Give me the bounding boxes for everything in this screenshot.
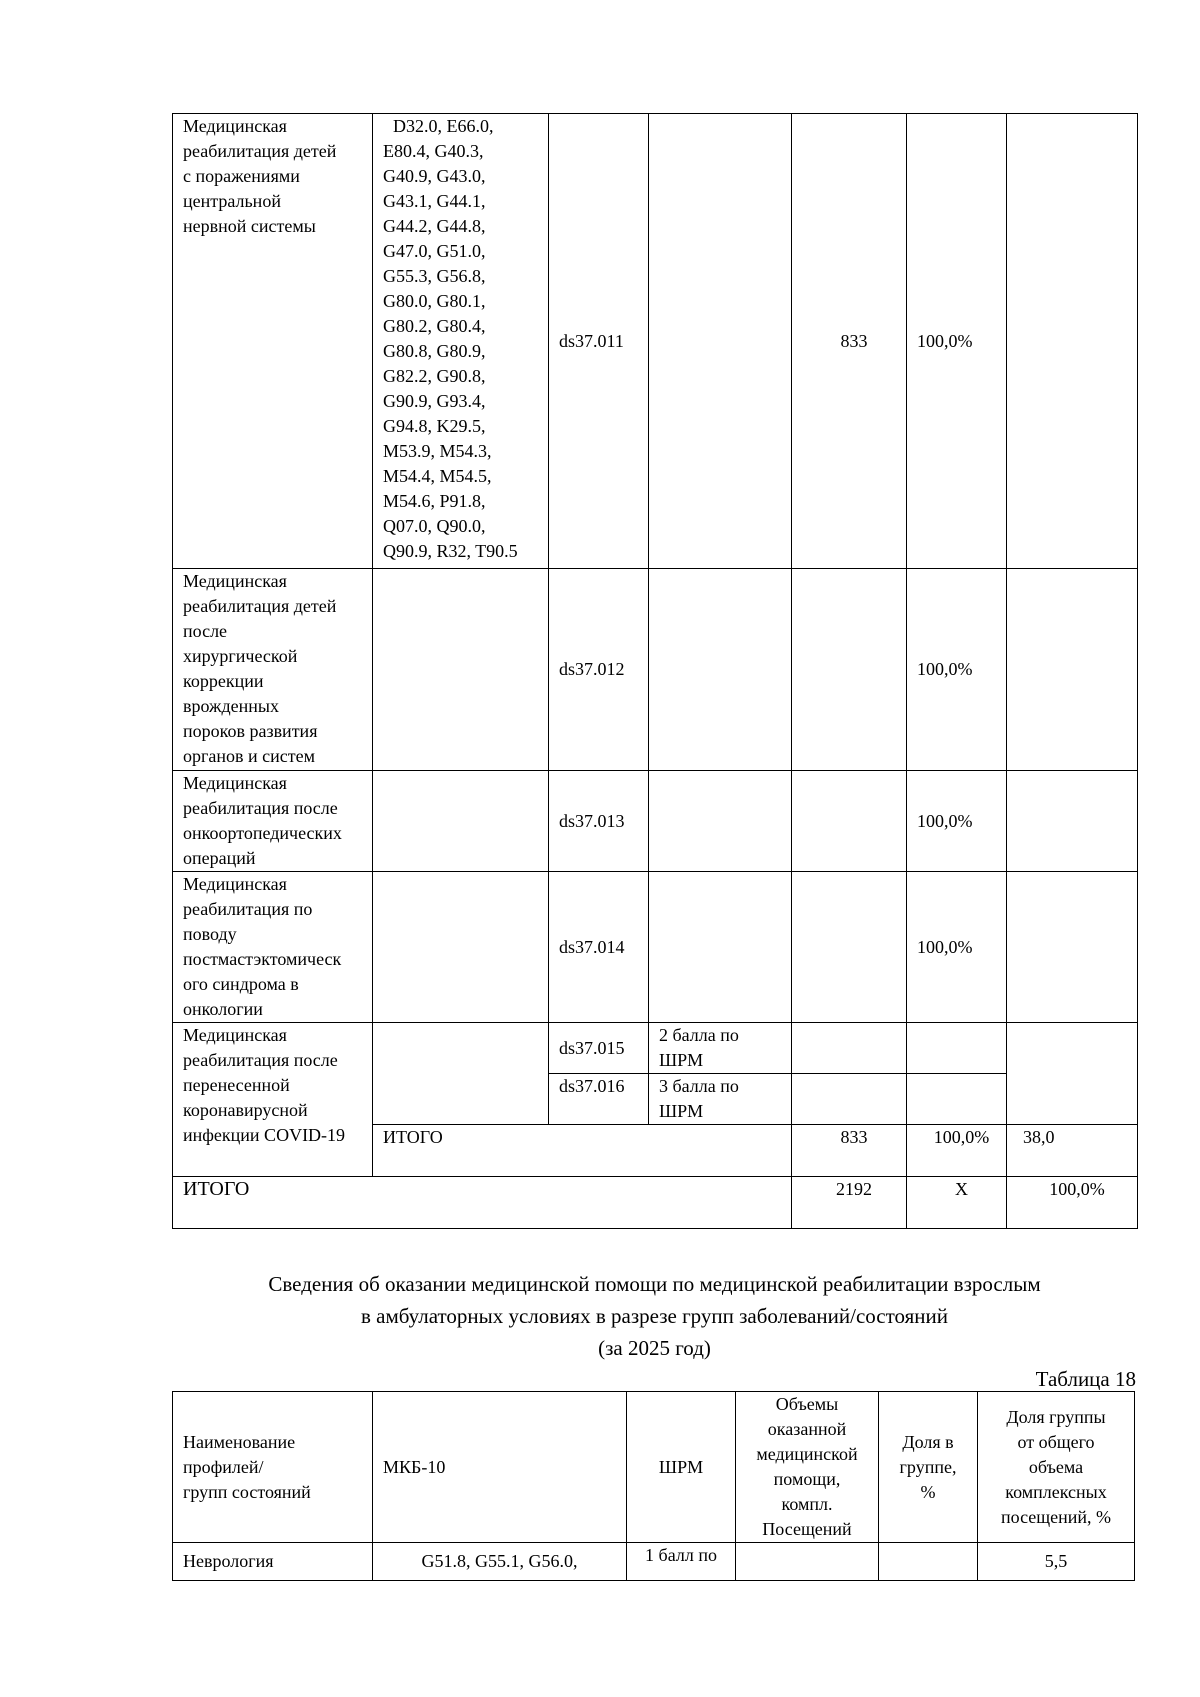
volume-cell xyxy=(792,872,907,1023)
group-share-cell xyxy=(1007,1023,1138,1125)
profile-name-cell: Неврология xyxy=(173,1543,373,1581)
icd-codes-cell: G51.8, G55.1, G56.0, xyxy=(373,1543,627,1581)
icd-codes-cell xyxy=(373,569,549,771)
total-row xyxy=(173,1177,1138,1229)
share-cell: 100,0% xyxy=(907,771,1007,872)
subtotal-label: ИТОГО xyxy=(373,1125,792,1177)
share-cell xyxy=(907,1023,1007,1074)
icd-codes-cell xyxy=(373,1023,549,1125)
table-row xyxy=(173,1023,1138,1074)
rehab-adults-table xyxy=(172,1391,1135,1581)
volume-cell xyxy=(792,1074,907,1125)
shrm-cell xyxy=(649,569,792,771)
subtotal-volume: 833 xyxy=(792,1125,907,1177)
group-name-cell: Медицинская реабилитация после онкоортопедических операций xyxy=(173,771,373,872)
volume-cell xyxy=(736,1543,879,1581)
share-cell: 100,0% xyxy=(907,872,1007,1023)
shrm-cell: 2 балла по ШРМ xyxy=(649,1023,792,1074)
header-row xyxy=(173,1392,1135,1543)
header-share: Доля в группе, % xyxy=(879,1392,978,1543)
code-cell: ds37.012 xyxy=(549,569,649,771)
icd-codes-cell xyxy=(373,872,549,1023)
table-row xyxy=(173,872,1138,1023)
total-share: Х xyxy=(907,1177,1007,1229)
share-cell: 100,0% xyxy=(907,114,1007,569)
total-volume: 2192 xyxy=(792,1177,907,1229)
total-label: ИТОГО xyxy=(173,1177,792,1229)
code-cell: ds37.014 xyxy=(549,872,649,1023)
table-row xyxy=(173,1543,1135,1581)
volume-cell: 833 xyxy=(792,114,907,569)
group-share-cell xyxy=(1007,872,1138,1023)
code-cell: ds37.011 xyxy=(549,114,649,569)
icd-codes-cell: D32.0, E66.0, E80.4, G40.3, G40.9, G43.0, G43.1, G44.1, G44.2, G44.8, G47.0, G51.0, G55.3, G56.8, G80.0, G80.1, G80.2, G80.4, G80.8, G80.9, G82.2, G90.8, G90.9, G93.4, G94.8, K29.5, M53.9, M54.3, M54.4, M54.5, M54.6, P91.8, Q07.0, Q90.0, Q90.9, R32, T90.5 xyxy=(373,114,549,569)
table-number: Таблица 18 xyxy=(1035,1367,1136,1391)
header-volume: Объемы оказанной медицинской помощи, компл. Посещений xyxy=(736,1392,879,1543)
subtotal-share: 100,0% xyxy=(907,1125,1007,1177)
group-name-cell: Медицинская реабилитация по поводу постмастэктомическ ого синдрома в онкологии xyxy=(173,872,373,1023)
rehab-children-table xyxy=(172,113,1138,1229)
table-row xyxy=(173,114,1138,569)
shrm-cell xyxy=(649,872,792,1023)
header-name: Наименование профилей/ групп состояний xyxy=(173,1392,373,1543)
share-cell xyxy=(879,1543,978,1581)
table-row xyxy=(173,569,1138,771)
icd-codes-cell xyxy=(373,771,549,872)
section-heading: Сведения об оказании медицинской помощи по медицинской реабилитации взрослым в амбулаторных условиях в разрезе групп заболеваний/состояний (за 2025 год) xyxy=(268,1272,1041,1360)
subtotal-group-share: 38,0 xyxy=(1007,1125,1138,1177)
shrm-cell: 1 балл по xyxy=(627,1543,736,1581)
group-name-cell: Медицинская реабилитация после перенесенной коронавирусной инфекции COVID-19 xyxy=(173,1023,373,1177)
share-cell xyxy=(907,1074,1007,1125)
total-group-share: 100,0% xyxy=(1007,1177,1138,1229)
group-share-cell: 5,5 xyxy=(978,1543,1135,1581)
share-cell: 100,0% xyxy=(907,569,1007,771)
header-group-share: Доля группы от общего объема комплексных посещений, % xyxy=(978,1392,1135,1543)
code-cell: ds37.013 xyxy=(549,771,649,872)
header-shrm: ШРМ xyxy=(627,1392,736,1543)
code-cell: ds37.015 xyxy=(549,1023,649,1074)
shrm-cell: 3 балла по ШРМ xyxy=(649,1074,792,1125)
group-name-cell: Медицинская реабилитация детей с поражениями центральной нервной системы xyxy=(173,114,373,569)
table-row xyxy=(173,771,1138,872)
group-share-cell xyxy=(1007,771,1138,872)
header-icd: МКБ-10 xyxy=(373,1392,627,1543)
shrm-cell xyxy=(649,771,792,872)
group-name-cell: Медицинская реабилитация детей после хирургической коррекции врожденных пороков развития органов и систем xyxy=(173,569,373,771)
volume-cell xyxy=(792,1023,907,1074)
shrm-cell xyxy=(649,114,792,569)
group-share-cell xyxy=(1007,569,1138,771)
code-cell: ds37.016 xyxy=(549,1074,649,1125)
volume-cell xyxy=(792,771,907,872)
group-share-cell xyxy=(1007,114,1138,569)
volume-cell xyxy=(792,569,907,771)
